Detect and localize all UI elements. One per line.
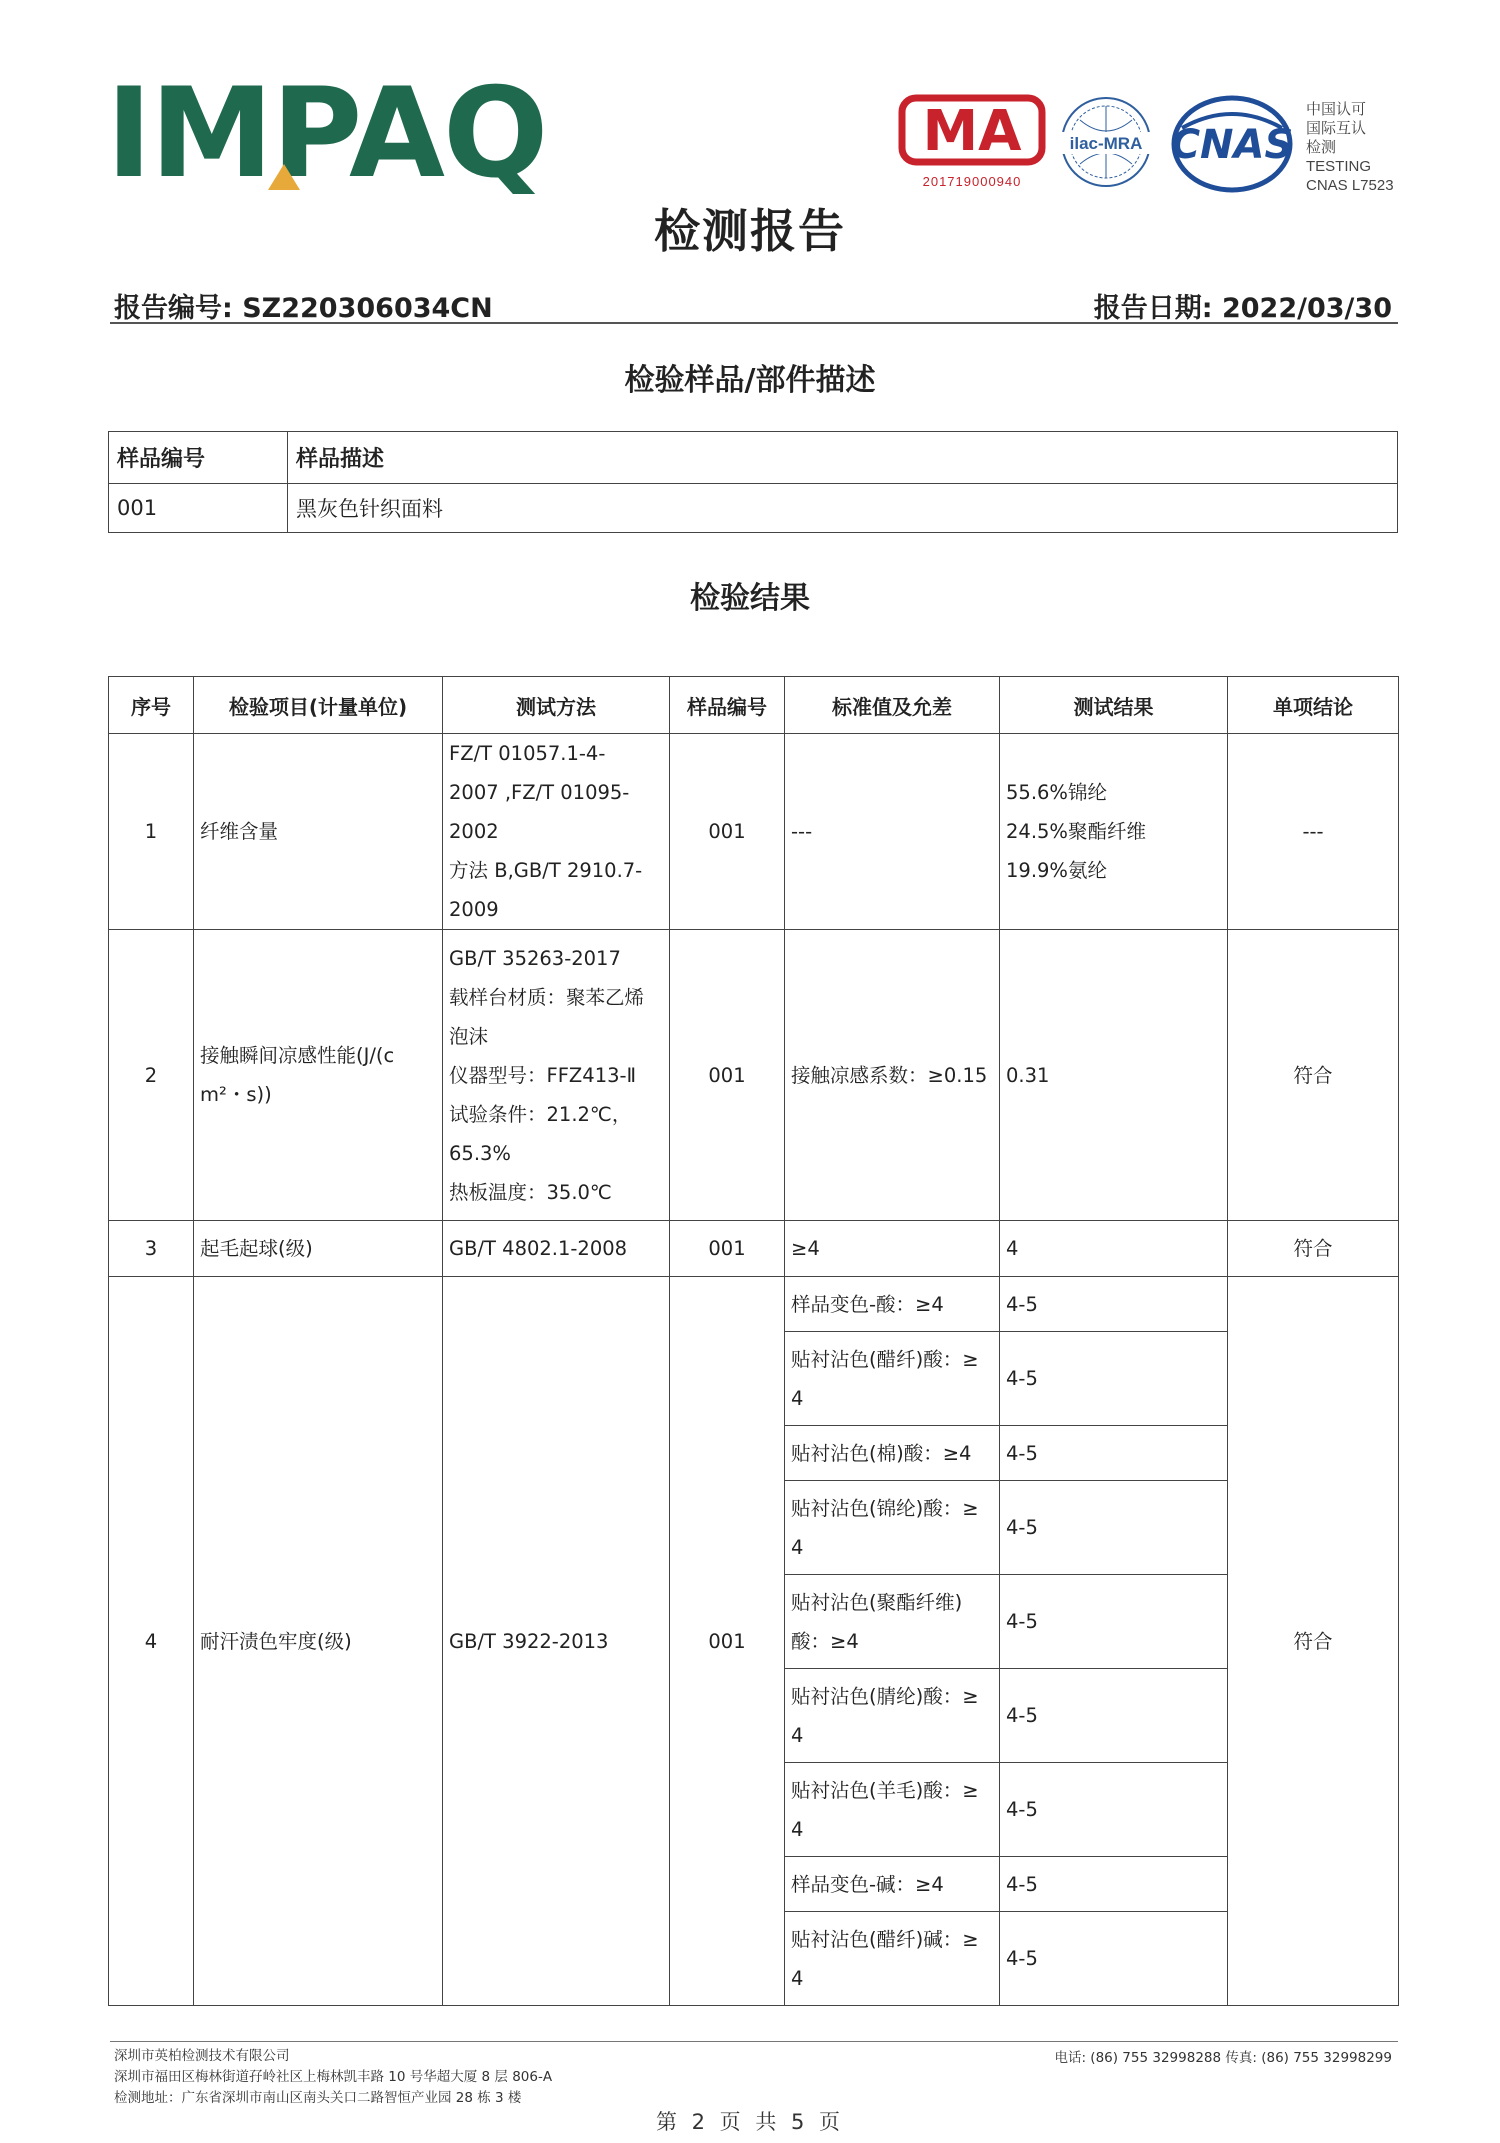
row-method	[443, 930, 670, 1221]
footer-divider	[110, 2041, 1398, 2042]
cma-code: 201719000940	[922, 174, 1022, 189]
cnas-line: CNAS L7523	[1306, 177, 1394, 194]
footer-test-address: 检测地址：广东省深圳市南山区南头关口二路智恒产业园 28 栋 3 楼	[114, 2090, 522, 2106]
method-line: 试验条件：21.2℃，	[449, 1102, 632, 1126]
footer-contact: 电话: (86) 755 32998288 传真: (86) 755 32998299	[1054, 2050, 1392, 2066]
row-sample: 001	[670, 930, 785, 1221]
sample-table-header	[109, 432, 1398, 484]
row-result	[1000, 734, 1228, 930]
standard-line: 4	[791, 1535, 804, 1559]
row-standard: 接触凉感系数：≥0.15	[785, 930, 1000, 1221]
ilac-mark-text: ilac-MRA	[1069, 134, 1143, 153]
sub-result: 4-5	[1000, 1857, 1228, 1912]
table-row	[109, 734, 1399, 930]
row-method	[443, 734, 670, 930]
standard-line: 贴衬沾色(聚酯纤维)	[791, 1590, 963, 1614]
row-item: 起毛起球(级)	[194, 1221, 443, 1277]
sub-result: 4-5	[1000, 1912, 1228, 2006]
result-line: 19.9%氨纶	[1006, 859, 1107, 882]
row-sample: 001	[670, 1277, 785, 2006]
cma-mark-text: MA	[922, 99, 1022, 164]
row-item: 纤维含量	[194, 734, 443, 930]
standard-line: 贴衬沾色(棉)酸：≥4	[791, 1441, 972, 1465]
cma-cert-icon	[898, 88, 1046, 196]
col-no-header: 序号	[109, 677, 194, 734]
method-line: 2007 ,FZ/T 01095-2002	[449, 781, 630, 843]
standard-line: 4	[791, 1723, 804, 1747]
row-sample: 001	[670, 734, 785, 930]
sub-standard	[785, 1481, 1000, 1575]
standard-line: 贴衬沾色(醋纤)酸：≥	[791, 1347, 979, 1371]
page-number: 第 2 页 共 5 页	[655, 2110, 845, 2134]
item-line: m²・s))	[200, 1083, 272, 1106]
sample-section-title: 检验样品/部件描述	[624, 363, 876, 398]
standard-line: 4	[791, 1817, 804, 1841]
standard-line: 贴衬沾色(羊毛)酸：≥	[791, 1778, 979, 1802]
footer-company: 深圳市英柏检测技术有限公司	[114, 2048, 290, 2064]
row-no: 3	[109, 1221, 194, 1277]
row-conclusion: 符合	[1228, 1221, 1399, 1277]
sub-result: 4-5	[1000, 1332, 1228, 1426]
standard-line: 4	[791, 1386, 804, 1410]
logo-accent-triangle-icon	[268, 164, 300, 190]
col-item-header: 检验项目(计量单位)	[194, 677, 443, 734]
cnas-line: 国际互认	[1306, 120, 1367, 137]
row-no: 1	[109, 734, 194, 930]
sub-result: 4-5	[1000, 1481, 1228, 1575]
sub-result: 4-5	[1000, 1426, 1228, 1481]
result-line: 24.5%聚酯纤维	[1006, 820, 1146, 843]
row-conclusion: 符合	[1228, 930, 1399, 1221]
col-result-header: 测试结果	[1000, 677, 1228, 734]
method-line: 2009	[449, 898, 499, 921]
row-no: 2	[109, 930, 194, 1221]
sub-standard	[785, 1857, 1000, 1912]
item-line: 接触瞬间凉感性能(J/(c	[200, 1044, 395, 1067]
col-method-header: 测试方法	[443, 677, 670, 734]
sample-id-header: 样品编号	[109, 432, 288, 484]
results-table	[108, 676, 1399, 2006]
sub-standard	[785, 1332, 1000, 1426]
row-sample: 001	[670, 1221, 785, 1277]
row-item: 耐汗渍色牢度(级)	[194, 1277, 443, 2006]
method-line: 65.3%	[449, 1141, 511, 1165]
table-row	[109, 484, 1398, 533]
sub-standard	[785, 1277, 1000, 1332]
report-number: 报告编号: SZ220306034CN	[114, 293, 493, 324]
method-line: 仪器型号：FFZ413-Ⅱ	[449, 1063, 637, 1087]
table-row	[109, 1221, 1399, 1277]
impaq-logo: IMPAQ	[106, 62, 547, 206]
sub-standard	[785, 1426, 1000, 1481]
row-result: 0.31	[1000, 930, 1228, 1221]
standard-line: 4	[791, 1966, 804, 1990]
row-method: GB/T 3922-2013	[443, 1277, 670, 2006]
method-line: 热板温度：35.0℃	[449, 1180, 612, 1204]
sub-result: 4-5	[1000, 1669, 1228, 1763]
standard-line: 酸：≥4	[791, 1629, 859, 1653]
sample-id: 001	[109, 484, 288, 533]
row-result: 4	[1000, 1221, 1228, 1277]
cnas-line: 检测	[1306, 139, 1337, 156]
standard-line: 贴衬沾色(锦纶)酸：≥	[791, 1496, 979, 1520]
standard-line: 样品变色-酸：≥4	[791, 1292, 944, 1316]
row-standard: ---	[785, 734, 1000, 930]
row-conclusion: ---	[1228, 734, 1399, 930]
sub-standard	[785, 1912, 1000, 2006]
cnas-line: 中国认可	[1306, 101, 1367, 118]
ilac-mra-cert-icon	[1056, 88, 1156, 196]
row-standard: ≥4	[785, 1221, 1000, 1277]
footer-address: 深圳市福田区梅林街道孖岭社区上梅林凯丰路 10 号华超大厦 8 层 806-A	[114, 2069, 553, 2085]
results-header-row	[109, 677, 1399, 734]
header-divider	[110, 322, 1398, 324]
sub-result: 4-5	[1000, 1277, 1228, 1332]
standard-line: 贴衬沾色(腈纶)酸：≥	[791, 1684, 979, 1708]
row-item	[194, 930, 443, 1221]
standard-line: 样品变色-碱：≥4	[791, 1872, 944, 1896]
sample-desc: 黑灰色针织面料	[288, 484, 1398, 533]
cnas-mark-text: CNAS	[1170, 122, 1294, 168]
method-line: 载样台材质：聚苯乙烯	[449, 985, 645, 1009]
footer-address-block	[114, 2046, 552, 2109]
col-standard-header: 标准值及允差	[785, 677, 1000, 734]
table-row	[109, 1277, 1399, 1332]
method-line: GB/T 35263-2017	[449, 946, 621, 970]
sample-table	[108, 431, 1398, 533]
col-conclusion-header: 单项结论	[1228, 677, 1399, 734]
sub-standard	[785, 1669, 1000, 1763]
cnas-accreditation-text	[1306, 100, 1394, 195]
sample-desc-header: 样品描述	[288, 432, 1398, 484]
results-section-title: 检验结果	[690, 581, 810, 616]
sub-result: 4-5	[1000, 1575, 1228, 1669]
sub-standard	[785, 1575, 1000, 1669]
method-line: 泡沫	[449, 1024, 489, 1048]
method-line: 方法 B,GB/T 2910.7-	[449, 859, 643, 882]
report-date: 报告日期: 2022/03/30	[1093, 293, 1392, 324]
row-no: 4	[109, 1277, 194, 2006]
row-method: GB/T 4802.1-2008	[443, 1221, 670, 1277]
sub-result: 4-5	[1000, 1763, 1228, 1857]
method-line: FZ/T 01057.1-4-	[449, 742, 606, 765]
standard-line: 贴衬沾色(醋纤)碱：≥	[791, 1927, 979, 1951]
table-row	[109, 930, 1399, 1221]
row-conclusion: 符合	[1228, 1277, 1399, 2006]
cnas-cert-icon	[1168, 88, 1296, 196]
sub-standard	[785, 1763, 1000, 1857]
result-line: 55.6%锦纶	[1006, 781, 1107, 804]
col-sample-header: 样品编号	[670, 677, 785, 734]
cnas-line: TESTING	[1306, 158, 1372, 175]
report-title: 检测报告	[654, 204, 846, 258]
